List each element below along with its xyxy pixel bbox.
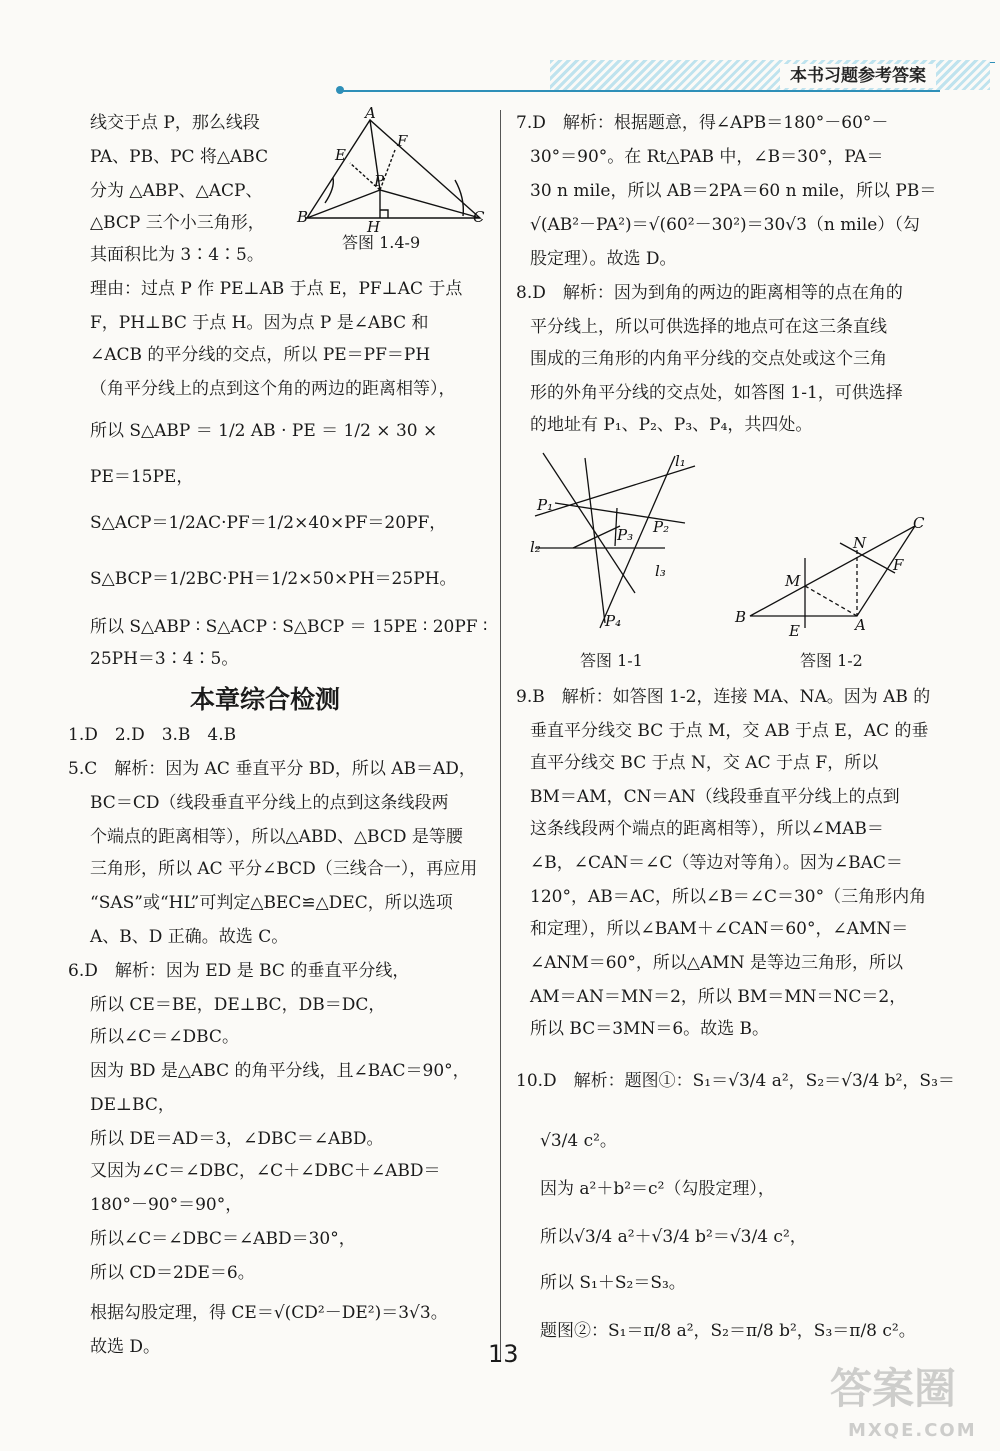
left-body-line: 25PH＝3∶4∶5。	[90, 649, 239, 669]
left-body-line: 理由：过点 P 作 PE⊥AB 于点 E，PF⊥AC 于点	[90, 279, 463, 299]
fig11-label-P1: P₁	[537, 496, 554, 514]
header-dot	[336, 86, 344, 94]
left-body-line: 所以 S△ABP ＝ 1/2 AB · PE ＝ 1/2 × 30 ×	[90, 421, 438, 441]
answer-line: 的地址有 P₁、P₂、P₃、P₄，共四处。	[530, 415, 813, 435]
fig12-label-C: C	[913, 514, 925, 532]
fig149-label-H: H	[367, 218, 381, 236]
fig11-label-P2: P₂	[653, 518, 670, 536]
answer-line: 6.D 解析：因为 ED 是 BC 的垂直平分线，	[68, 961, 410, 981]
left-body-line: PE＝15PE，	[90, 467, 194, 487]
left-top-line: △BCP 三个小三角形，	[90, 213, 265, 233]
left-top-line: 线交于点 P，那么线段	[90, 113, 260, 133]
fig11-label-l3: l₃	[655, 562, 666, 580]
answer-line: 直平分线交 BC 于点 N，交 AC 于点 F，所以	[530, 753, 879, 773]
figure-1-4-9	[295, 104, 495, 238]
left-body-line: S△BCP＝1/2BC·PH＝1/2×50×PH＝25PH。	[90, 569, 457, 589]
answer-line: 所以 DE＝AD＝3，∠DBC＝∠ABD。	[90, 1129, 384, 1149]
answer-line: 30°＝90°。在 Rt△PAB 中，∠B＝30°，PA＝	[530, 147, 884, 167]
fig11-label-l2: l₂	[530, 538, 541, 556]
answer-line: 形的外角平分线的交点处，如答图 1-1，可供选择	[530, 383, 903, 403]
answer-line: A、B、D 正确。故选 C。	[90, 927, 289, 947]
answer-line: ∠ANM＝60°，所以△AMN 是等边三角形，所以	[530, 953, 903, 973]
answer-line: 30 n mile，所以 AB＝2PA＝60 n mile，所以 PB＝	[530, 181, 937, 201]
fig11-label-P4: P₄	[605, 612, 622, 630]
fig11-label-P3: P₃	[617, 526, 634, 544]
watermark-url: MXQE.COM	[848, 1420, 977, 1441]
figure-caption: 答图 1.4-9	[342, 233, 421, 252]
left-body-line: S△ACP＝1/2AC·PF＝1/2×40×PF＝20PF，	[90, 513, 447, 533]
answer-line: 8.D 解析：因为到角的两边的距离相等的点在角的	[516, 283, 903, 303]
answer-line: 平分线上，所以可供选择的地点可在这三条直线	[530, 317, 887, 337]
left-body-line: 所以 S△ABP ∶ S△ACP ∶ S△BCP ＝ 15PE ∶ 20PF ∶	[90, 617, 488, 637]
answer-line: 10.D 解析：题图①：S₁＝√3/4 a²，S₂＝√3/4 b²，S₃＝	[516, 1071, 955, 1091]
answer-line: 垂直平分线交 BC 于点 M，交 AB 于点 E，AC 的垂	[530, 721, 929, 741]
left-body-line: （角平分线上的点到这个角的两边的距离相等），	[90, 379, 456, 399]
figure-1-1	[525, 448, 705, 638]
answer-line: 题图②：S₁＝π/8 a²，S₂＝π/8 b²，S₃＝π/8 c²。	[540, 1321, 916, 1341]
fig12-label-B: B	[735, 608, 747, 626]
answer-line: 三角形，所以 AC 平分∠BCD（三线合一），再应用	[90, 859, 478, 879]
answer-line: 围成的三角形的内角平分线的交点处或这个三角	[530, 349, 887, 369]
answer-line: 故选 D。	[90, 1337, 161, 1357]
fig149-label-A: A	[365, 104, 376, 122]
answer-line: 7.D 解析：根据题意，得∠APB＝180°－60°－	[516, 113, 889, 133]
fig11-label-l1: l₁	[675, 452, 686, 470]
answer-line: ∠B，∠CAN＝∠C（等边对等角）。因为∠BAC＝	[530, 853, 903, 873]
answer-line: “SAS”或“HL”可判定△BEC≌△DEC，所以选项	[90, 893, 453, 913]
fig12-label-A: A	[855, 616, 866, 634]
answer-line: 所以∠C＝∠DBC。	[90, 1027, 239, 1047]
answer-line: 个端点的距离相等），所以△ABD、△BCD 是等腰	[90, 827, 463, 847]
section-title: 本章综合检测	[190, 685, 341, 714]
answer-line: 所以 BC＝3MN＝6。故选 B。	[530, 1019, 770, 1039]
fig149-label-E: E	[335, 146, 346, 164]
answer-line: 又因为∠C＝∠DBC，∠C＋∠DBC＋∠ABD＝	[90, 1161, 441, 1181]
figure-1-2	[735, 514, 930, 640]
answer-line: AM＝AN＝MN＝2，所以 BM＝MN＝NC＝2，	[530, 987, 907, 1007]
answer-line: 9.B 解析：如答图 1-2，连接 MA、NA。因为 AB 的	[516, 687, 931, 707]
header-rule	[340, 90, 940, 92]
answer-line: DE⊥BC，	[90, 1095, 175, 1115]
fig12-label-E: E	[789, 622, 800, 640]
answer-line: 这条线段两个端点的距离相等），所以∠MAB＝	[530, 819, 884, 839]
answer-line: 股定理）。故选 D。	[530, 249, 677, 269]
answer-line: 所以√3/4 a²＋√3/4 b²＝√3/4 c²，	[540, 1227, 807, 1247]
answer-line: √3/4 c²。	[540, 1131, 617, 1151]
answer-line: 所以 CD＝2DE＝6。	[90, 1263, 255, 1283]
fig12-label-M: M	[785, 572, 801, 590]
fig149-label-P: P	[374, 172, 385, 190]
fig149-label-F: F	[397, 132, 408, 150]
fig149-label-C: C	[473, 208, 485, 226]
answer-line: 5.C 解析：因为 AC 垂直平分 BD，所以 AB＝AD，	[68, 759, 476, 779]
fig12-label-N: N	[853, 534, 867, 552]
fig149-label-B: B	[297, 208, 309, 226]
answer-line: BM＝AM，CN＝AN（线段垂直平分线上的点到	[530, 787, 900, 807]
left-top-line: 其面积比为 3∶4∶5。	[90, 245, 264, 265]
answer-line: 180°－90°＝90°，	[90, 1195, 243, 1215]
left-body-line: F，PH⊥BC 于点 H。因为点 P 是∠ABC 和	[90, 313, 429, 333]
answer-line: 所以 S₁＋S₂＝S₃。	[540, 1273, 686, 1293]
answer-line: BC＝CD（线段垂直平分线上的点到这条线段两	[90, 793, 449, 813]
answer-line: 所以∠C＝∠DBC＝∠ABD＝30°，	[90, 1229, 356, 1249]
page-number: 13	[488, 1340, 519, 1368]
left-top-line: PA、PB、PC 将△ABC	[90, 147, 269, 167]
header-title: 本书习题参考答案	[780, 64, 936, 88]
figure-caption: 答图 1-2	[800, 651, 863, 670]
answer-line: 根据勾股定理，得 CE＝√(CD²－DE²)＝3√3。	[90, 1303, 448, 1323]
answer-line: 因为 BD 是△ABC 的角平分线，且∠BAC＝90°，	[90, 1061, 470, 1081]
watermark-logo: 答案圈	[830, 1364, 957, 1413]
answer-line: 和定理），所以∠BAM＋∠CAN＝60°，∠AMN＝	[530, 919, 909, 939]
figure-caption: 答图 1-1	[580, 651, 643, 670]
left-top-line: 分为 △ABP、△ACP、	[90, 181, 263, 201]
answer-line: 因为 a²＋b²＝c²（勾股定理），	[540, 1179, 775, 1199]
answer-line: √(AB²－PA²)＝√(60²－30²)＝30√3（n mile）（勾	[530, 215, 920, 235]
fig12-label-F: F	[893, 556, 904, 574]
answer-line: 120°，AB＝AC，所以∠B＝∠C＝30°（三角形内角	[530, 887, 927, 907]
left-body-line: ∠ACB 的平分线的交点，所以 PE＝PF＝PH	[90, 345, 431, 365]
answer-line: 1.D 2.D 3.B 4.B	[68, 725, 237, 745]
answer-line: 所以 CE＝BE，DE⊥BC，DB＝DC，	[90, 995, 386, 1015]
column-divider	[500, 110, 501, 1360]
